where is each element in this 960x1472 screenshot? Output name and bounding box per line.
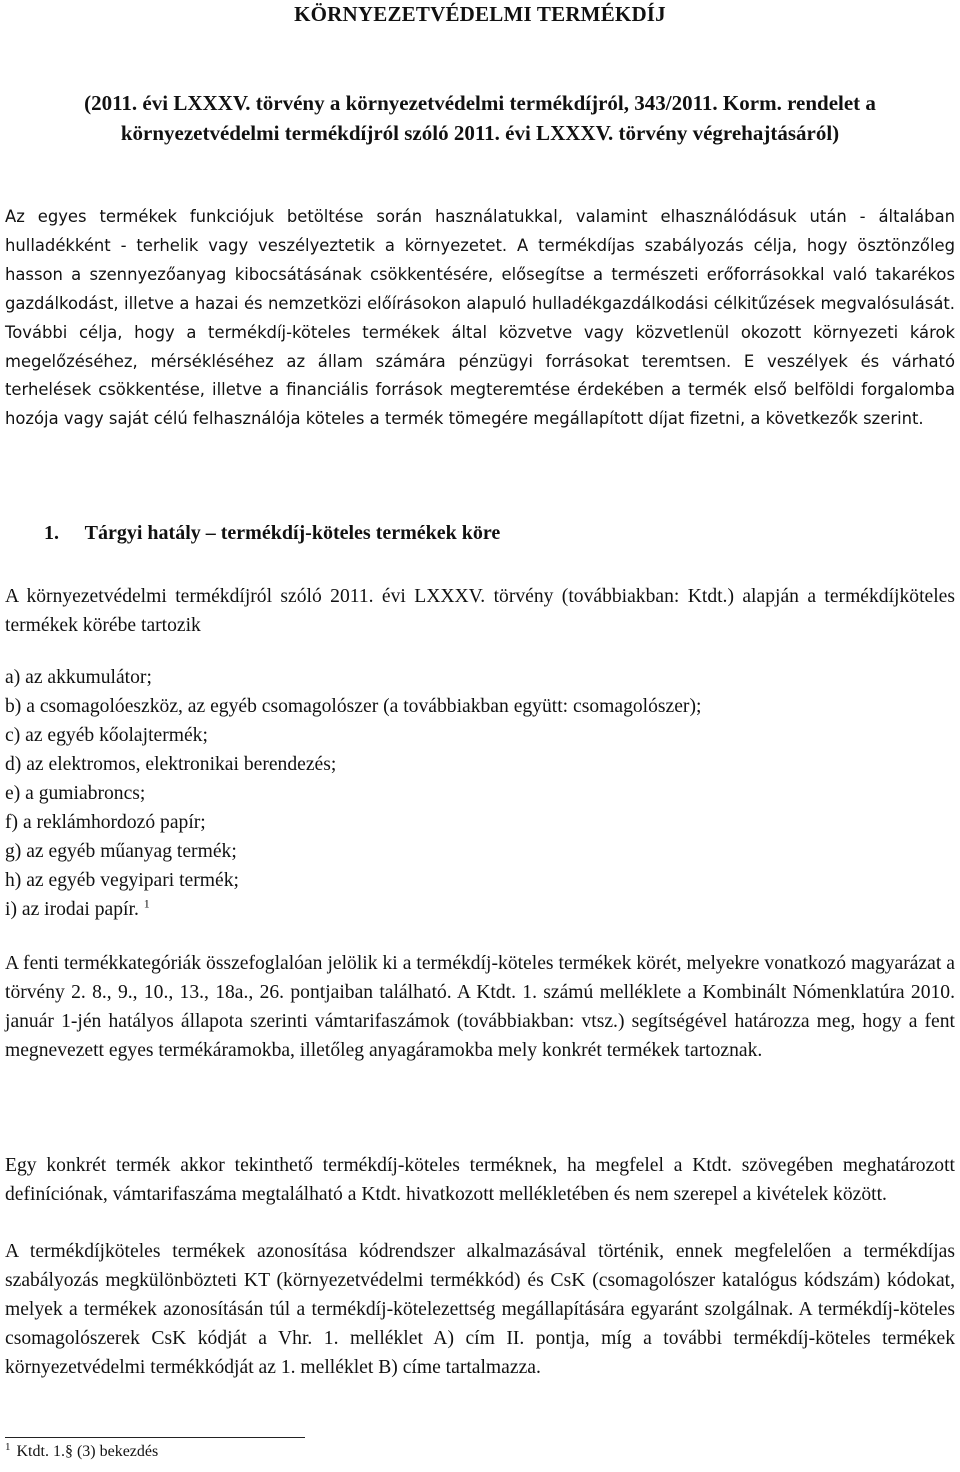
- section-title: Tárgyi hatály – termékdíj-köteles termékek köre: [84, 522, 501, 544]
- definition-paragraph: Egy konkrét termék akkor tekinthető termékdíj-köteles terméknek, ha megfelel a Ktdt. szövegében meghatározott definíciónak, vámtarifaszáma megtalálható a Ktdt. hivatkozott mellékletében és nem szerepel a kivételek között.: [5, 1155, 955, 1205]
- section-number: 1.: [44, 522, 59, 544]
- intro-paragraph: Az egyes termékek funkciójuk betöltése során használatukkal, valamint elhasználódásuk után - általában hulladékként - terhelik vagy veszélyeztetik a környezetet. A termékdíjas szabályozás célja, hogy ösztönzőleg hasson a szennyezőanyag kibocsátásának csökkentésére, elősegítse a természeti erőforrásokkal való takarékos gazdálkodást, illetve a hazai és nemzetközi előírásokon alapuló hulladékgazdálkodási célkitűzések megvalósulását. További célja, hogy a termékdíj-köteles termékek által közvetve vagy közvetlenül okozott környezeti károk megelőzéséhez, mérsékléséhez az állam számára pénzügyi forrásokat teremtsen. E veszélyek és várható terhelések csökkentése, illetve a financiális források megteremtése érdekében a termék első belföldi forgalomba hozója vagy saját célú felhasználója köteles a termék tömegére megállapított díjat fizetni, a következők szerint.: [5, 207, 955, 429]
- footnote-text: Ktdt. 1.§ (3) bekezdés: [16, 1443, 159, 1460]
- footnote-divider: [5, 1437, 305, 1438]
- list-item: b) a csomagolóeszköz, az egyéb csomagolószer (a továbbiakban együtt: csomagolószer);: [5, 696, 702, 717]
- list-item: e) a gumiabroncs;: [5, 783, 146, 804]
- product-list: [5, 663, 701, 924]
- code-system-paragraph: A termékdíjköteles termékek azonosítása kódrendszer alkalmazásával történik, ennek megfelelően a termékdíjas szabályozás megkülönbözteti KT (környezetvédelmi termékkód) és CsK (csomagolószer katalógus kódszám) kódokat, melyek a termékek azonosításán túl a termékdíj-kötelezettség megállapítására egyaránt szolgálnak. A termékdíj-köteles csomagolószerek CsK kódját a Vhr. 1. melléklet A) cím II. pontja, míg a további termékdíj-köteles termékek környezetvédelmi termékkódját az 1. melléklet B) címe tartalmazza.: [5, 1241, 955, 1378]
- law-paragraph: A környezetvédelmi termékdíjról szóló 2011. évi LXXXV. törvény (továbbiakban: Ktdt.) alapján a termékdíjköteles termékek körébe tartozik: [5, 586, 955, 636]
- list-item: a) az akkumulátor;: [5, 667, 152, 688]
- footnote-mark: 1: [5, 1440, 11, 1453]
- document-title: KÖRNYEZETVÉDELMI TERMÉKDÍJ: [294, 2, 666, 26]
- list-item-text: i) az irodai papír.: [5, 899, 139, 920]
- list-item: f) a reklámhordozó papír;: [5, 812, 206, 833]
- list-item: c) az egyéb kőolajtermék;: [5, 725, 208, 746]
- footnote: [5, 1440, 159, 1461]
- list-item: h) az egyéb vegyipari termék;: [5, 870, 239, 891]
- list-item-last: [5, 895, 701, 924]
- section-heading: [44, 522, 500, 545]
- list-item: g) az egyéb műanyag termék;: [5, 841, 237, 862]
- document-subtitle: (2011. évi LXXXV. törvény a környezetvédelmi termékdíjról, 343/2011. Korm. rendelet a környezetvédelmi termékdíjról szóló 2011. évi LXXXV. törvény végrehajtásáról): [84, 91, 876, 145]
- list-item: d) az elektromos, elektronikai berendezés;: [5, 754, 337, 775]
- categories-paragraph: A fenti termékkategóriák összefoglalóan jelölik ki a termékdíj-köteles termékek körét, melyekre vonatkozó magyarázat a törvény 2. 8., 9., 10., 13., 18a., 26. pontjaiban található. A Ktdt. 1. számú melléklete a Kombinált Nómenklatúra 2010. január 1-jén hatályos állapota szerinti vámtarifaszámok (továbbiakban: vtsz.) segítségével határozza meg, hogy a fent megnevezett egyes termékáramokba, illetőleg anyagáramokba mely konkrét termékek tartoznak.: [5, 953, 955, 1061]
- footnote-reference[interactable]: 1: [143, 896, 150, 911]
